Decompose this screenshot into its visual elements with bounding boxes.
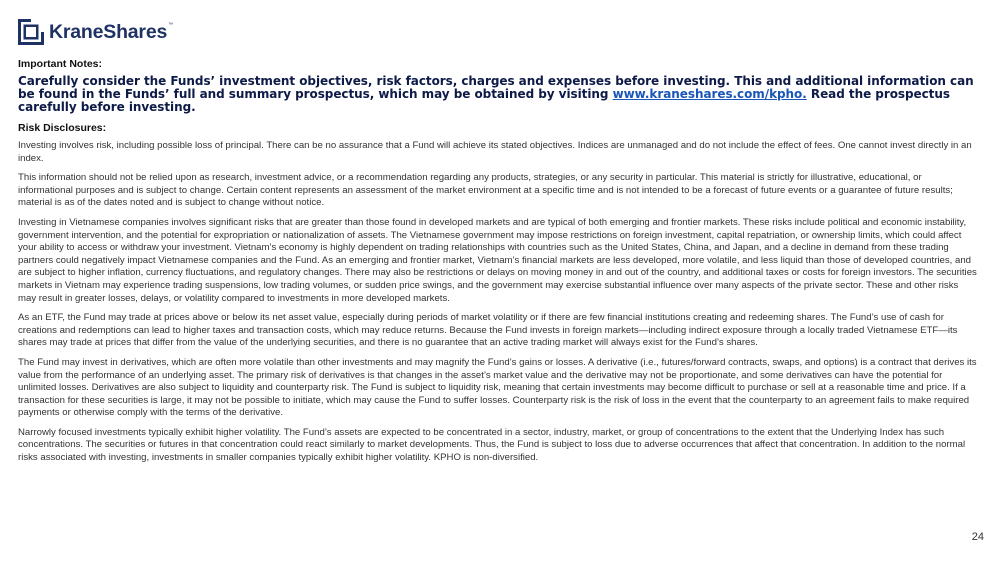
risk-paragraph-derivatives: The Fund may invest in derivatives, which are often more volatile than other investments and may magnify the Fund’s gains or losses. A derivative (i.e., futures/forward contracts, swaps, and options) is a contract that derives its value from the performance of an underlying asset. The primary risk of derivatives is that changes in the asset’s market value and the derivative may not be proportionate, and some derivatives can have the potential for unlimited losses. Derivatives are also subject to liquidity and counterparty risk. The Fund is subject to liquidity risk, meaning that certain investments may become difficult to purchase or sell at a reasonable time and price. If a transaction for these securities is large, it may not be possible to initiate, which may cause the Fund to suffer losses. Counterparty risk is the risk of loss in the event that the counterparty to an agreement fails to make required payments or otherwise comply with the terms of the derivative. [18,356,977,419]
risk-paragraph-informational: This information should not be relied upon as research, investment advice, or a recommendation regarding any products, strategies, or any security in particular. This material is strictly for illustrative, educational, or informational purposes and is subject to change. Certain content represents an assessment of the market environment at a specific time and is not intended to be a forecast of future events or a guarantee of future results; material is as of the dates noted and is subject to change without notice. [18,172,953,209]
risk-paragraph-etf: As an ETF, the Fund may trade at prices above or below its net asset value, especially during periods of market volatility or if there are few financial institutions creating and redeeming shares. The Fund’s use of cash for creations and redemptions can lead to higher taxes and transaction costs, which may reduce returns. Because the Fund invests in foreign markets—including indirect exposure through a locally traded Vietnamese ETF—its shares may trade at prices that differ from the value of the underlying securities, and there is no guarantee that an active trading market will always exist for the Fund’s shares. [18,312,958,349]
headline-text-after: Read the prospectus carefully before investing. [18,87,950,114]
headline-text-before: Carefully consider the Funds’ investment objectives, risk factors, charges and expenses before investing. This and additional information can be found in the Funds’ full and summary prospectus, which may be obtained by visiting [18,74,974,101]
prospectus-headline [18,75,978,114]
brand-name: KraneShares™ [49,21,173,43]
prospectus-link[interactable]: www.kraneshares.com/kpho. [612,87,807,101]
important-notes-label: Important Notes: [18,58,102,70]
risk-disclosures-label: Risk Disclosures: [18,122,107,134]
risk-paragraph-concentration: Narrowly focused investments typically exhibit higher volatility. The Fund’s assets are expected to be concentrated in a sector, industry, market, or group of concentrations to the extent that the Underlying Index has such concentrations. The securities or futures in that concentration could react similarly to market developments. Thus, the Fund is subject to loss due to adverse occurrences that affect that concentration. In addition to the normal risks associated with investing, investments in smaller companies typically exhibit higher volatility. KPHO is non-diversified. [18,426,966,464]
page-number: 24 [971,531,984,543]
risk-paragraph-general: Investing involves risk, including possible loss of principal. There can be no assurance that a Fund will achieve its stated objectives. Indices are unmanaged and do not include the effect of fees. One cannot invest directly in an index. [18,140,972,164]
kraneshares-logo-icon [18,19,44,45]
brand-logo [18,19,173,45]
brand-trademark: ™ [168,22,173,28]
disclosure-content [18,57,978,465]
risk-paragraph-vietnam: Investing in Vietnamese companies involves significant risks that are greater than those found in developed markets and are typical of both emerging and frontier markets. These risks include political and economic instability, government intervention, and the potential for expropriation or nationalization of assets. The Vietnamese government may impose restrictions on foreign investment, capital repatriation, or ownership limits, which could affect your ability to access or withdraw your investment. Vietnam’s economy is highly dependent on trading relationships with countries such as the United States, China, and Japan, and a decline in demand from these trading partners could negatively impact Vietnamese companies and the Fund. As an emerging and frontier market, Vietnam’s financial markets are less developed, more volatile, and less liquid than those of developed countries, and are subject to higher inflation, currency fluctuations, and regulatory changes. There may also be restrictions or delays on moving money in and out of the country, and additional taxes or costs for foreign investors. The securities markets in Vietnam may experience trading suspensions, low trading volumes, or sudden price swings, and the government may exercise substantial influence over many aspects of the private sector. These and other risks may result in greater losses, delays, or volatility compared to investments in more developed markets. [18,216,977,304]
